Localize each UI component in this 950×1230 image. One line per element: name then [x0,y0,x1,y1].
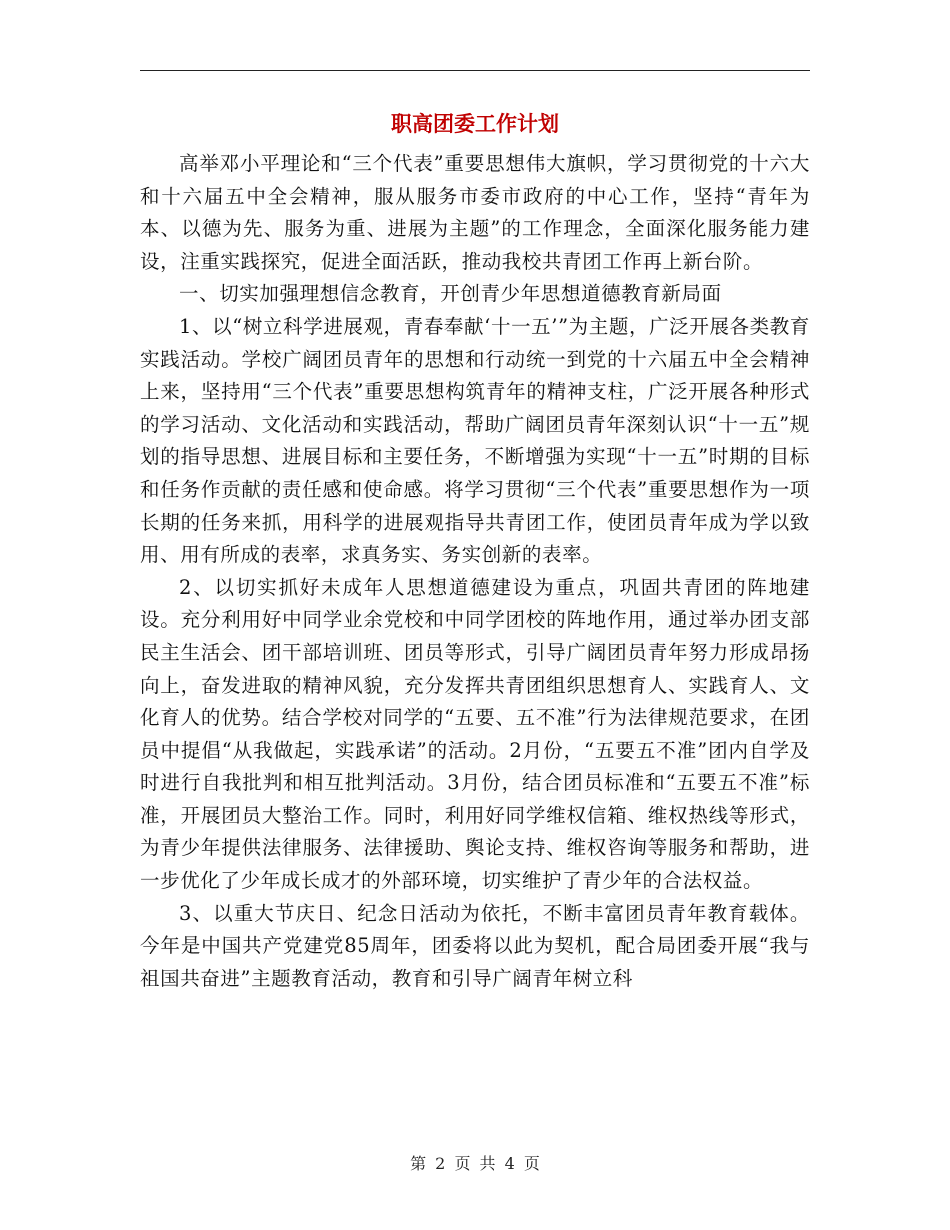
paragraph-intro: 高举邓小平理论和“三个代表”重要思想伟大旗帜，学习贯彻党的十六大和十六届五中全会精神，服从服务市委市政府的中心工作，坚持“青年为本、以德为先、服务为重、进展为主题”的工作理念，全面深化服务能力建设，注重实践探究，促进全面活跃，推动我校共青团工作再上新台阶。 [140,152,810,273]
document-body [140,148,810,995]
section-heading-1: 一、切实加强理想信念教育，开创青少年思想道德教育新局面 [179,282,722,306]
page-number-footer: 第 2 页 共 4 页 [410,1154,540,1173]
document-title: 职高团委工作计划 [391,112,559,136]
paragraph-item-1: 1、以“树立科学进展观，青春奉献‘十一五’”为主题，广泛开展各类教育实践活动。学校广阔团员青年的思想和行动统一到党的十六届五中全会精神上来，坚持用“三个代表”重要思想构筑青年的精神支柱，广泛开展各种形式的学习活动、文化活动和实践活动，帮助广阔团员青年深刻认识“十一五”规划的指导思想、进展目标和主要任务，不断增强为实现“十一五”时期的目标和任务作贡献的责任感和使命感。将学习贯彻“三个代表”重要思想作为一项长期的任务来抓，用科学的进展观指导共青团工作，使团员青年成为学以致用、用有所成的表率，求真务实、务实创新的表率。 [140,314,810,567]
header-rule [140,70,810,71]
paragraph-item-3: 3、以重大节庆日、纪念日活动为依托，不断丰富团员青年教育载体。今年是中国共产党建党85周年，团委将以此为契机，配合局团委开展“我与祖国共奋进”主题教育活动，教育和引导广阔青年树立科 [140,901,810,990]
paragraph-item-2: 2、以切实抓好未成年人思想道德建设为重点，巩固共青团的阵地建设。充分利用好中同学业余党校和中同学团校的阵地作用，通过举办团支部民主生活会、团干部培训班、团员等形式，引导广阔团员青年努力形成昂扬向上，奋发进取的精神风貌，充分发挥共青团组织思想育人、实践育人、文化育人的优势。结合学校对同学的“五要、五不准”行为法律规范要求，在团员中提倡“从我做起，实践承诺”的活动。2月份，“五要五不准”团内自学及时进行自我批判和相互批判活动。3月份，结合团员标准和“五要五不准”标准，开展团员大整治工作。同时，利用好同学维权信箱、维权热线等形式，为青少年提供法律服务、法律援助、舆论支持、维权咨询等服务和帮助，进一步优化了少年成长成才的外部环境，切实维护了青少年的合法权益。 [140,575,810,893]
